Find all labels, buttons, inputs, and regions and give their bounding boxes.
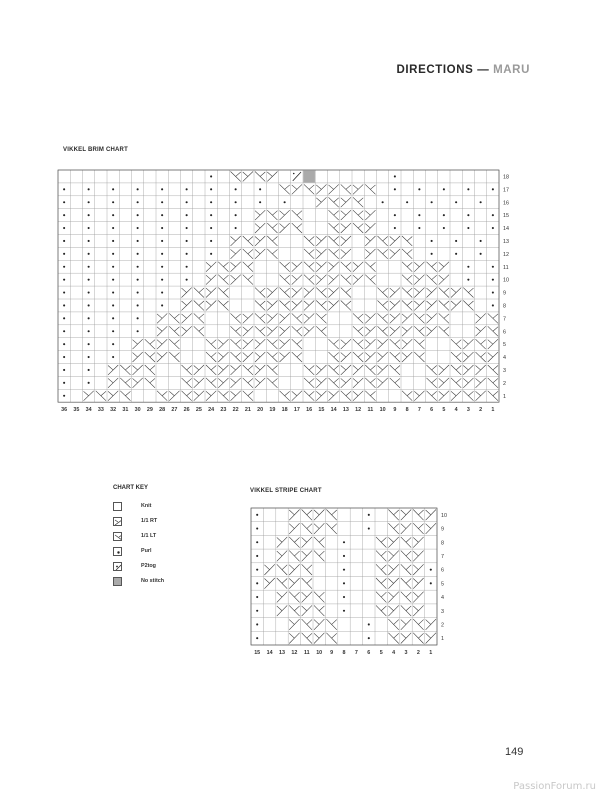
- stripe-grid: [251, 508, 437, 645]
- stripe-lt-mark: [277, 578, 287, 589]
- stripe-row-label: 8: [441, 540, 444, 547]
- stripe-row-label: 1: [441, 636, 444, 643]
- stripe-purl-mark: [256, 541, 258, 543]
- brim-row-label: 17: [503, 187, 509, 194]
- key-item-p2tog: P2tog: [113, 562, 223, 573]
- stripe-purl-mark: [256, 528, 258, 530]
- stripe-rt-mark: [401, 523, 411, 534]
- stripe-row-label: 6: [441, 567, 444, 574]
- brim-col-label: 3: [466, 407, 470, 414]
- watermark: PassionForum.ru: [513, 781, 596, 792]
- page-number: 149: [505, 746, 524, 758]
- brim-row-label: 12: [503, 251, 509, 258]
- stripe-rt-mark: [401, 619, 411, 630]
- stripe-lt-mark: [388, 619, 398, 630]
- stripe-col-label: 4: [392, 650, 396, 656]
- stripe-rt-mark: [388, 537, 398, 548]
- stripe-rt-mark: [413, 605, 423, 616]
- brim-col-label: 21: [244, 407, 251, 414]
- stripe-rt-mark: [302, 551, 312, 562]
- stripe-rt-mark: [426, 619, 436, 630]
- stripe-rt-mark: [277, 605, 287, 616]
- stripe-purl-mark: [256, 582, 258, 584]
- stripe-purl-mark: [430, 569, 432, 571]
- key-item-purl: Purl: [113, 547, 223, 558]
- brim-col-label: 15: [318, 407, 325, 414]
- stripe-rt-mark: [314, 523, 324, 534]
- brim-row-label: 18: [503, 174, 509, 181]
- stripe-rt-mark: [289, 619, 299, 630]
- stripe-col-label: 5: [379, 650, 383, 656]
- stripe-col-label: 3: [404, 650, 408, 656]
- stripe-lt-mark: [302, 564, 312, 575]
- stripe-lt-mark: [314, 592, 324, 603]
- stripe-lt-mark: [401, 551, 411, 562]
- brim-col-label: 32: [110, 407, 117, 414]
- stripe-lt-mark: [314, 537, 324, 548]
- brim-col-label: 17: [293, 407, 300, 414]
- brim-col-label: 30: [134, 407, 141, 414]
- stripe-lt-mark: [314, 551, 324, 562]
- stripe-rt-mark: [426, 523, 436, 534]
- brim-row-label: 13: [503, 238, 509, 245]
- stripe-lt-mark: [326, 633, 336, 644]
- stripe-lt-mark: [376, 537, 386, 548]
- stripe-rt-mark: [314, 633, 324, 644]
- stripe-lt-mark: [388, 523, 398, 534]
- stripe-purl-mark: [368, 514, 370, 516]
- stripe-rt-mark: [314, 619, 324, 630]
- header-section: DIRECTIONS: [396, 64, 474, 76]
- brim-col-label: 8: [405, 407, 409, 414]
- stripe-rt-mark: [302, 537, 312, 548]
- brim-row-label: 9: [503, 290, 506, 297]
- stripe-lt-mark: [302, 523, 312, 534]
- brim-col-label: 24: [208, 407, 215, 414]
- stripe-rt-mark: [413, 592, 423, 603]
- stripe-lt-mark: [376, 605, 386, 616]
- brim-col-label: 19: [269, 407, 276, 414]
- stripe-lt-mark: [401, 564, 411, 575]
- brim-row-label: 5: [503, 342, 506, 349]
- brim-col-label: 23: [220, 407, 227, 414]
- brim-col-label: 6: [430, 407, 434, 414]
- stripe-purl-mark: [343, 596, 345, 598]
- stripe-rt-mark: [277, 592, 287, 603]
- stripe-lt-mark: [401, 605, 411, 616]
- brim-row-label: 6: [503, 329, 506, 336]
- brim-col-label: 20: [257, 407, 264, 414]
- stripe-lt-mark: [289, 605, 299, 616]
- stripe-lt-mark: [376, 578, 386, 589]
- stripe-purl-mark: [256, 569, 258, 571]
- stripe-lt-mark: [401, 578, 411, 589]
- brim-row-label: 7: [503, 316, 506, 323]
- stripe-col-label: 8: [342, 650, 346, 656]
- stripe-purl-mark: [368, 623, 370, 625]
- stripe-lt-mark: [302, 633, 312, 644]
- stripe-rt-mark: [388, 551, 398, 562]
- stripe-lt-mark: [376, 551, 386, 562]
- stripe-rt-mark: [289, 564, 299, 575]
- stripe-lt-mark: [376, 592, 386, 603]
- brim-row-label: 3: [503, 367, 506, 374]
- key-item-no-stitch: No stitch: [113, 577, 223, 588]
- chart-key-title: CHART KEY: [113, 485, 149, 491]
- stripe-col-label: 9: [330, 650, 334, 656]
- stripe-purl-mark: [256, 555, 258, 557]
- stripe-lt-mark: [326, 510, 336, 521]
- stripe-col-label: 1: [429, 650, 433, 656]
- brim-col-label: 35: [73, 407, 80, 414]
- brim-col-label: 25: [195, 407, 202, 414]
- stripe-rt-mark: [426, 633, 436, 644]
- header-dash: —: [477, 64, 490, 76]
- stripe-purl-mark: [368, 528, 370, 530]
- key-item-lt: 1/1 LT: [113, 532, 223, 543]
- stripe-lt-mark: [302, 619, 312, 630]
- brim-col-label: 14: [330, 407, 337, 414]
- stripe-rt-mark: [413, 537, 423, 548]
- brim-col-label: 5: [442, 407, 446, 414]
- stripe-purl-mark: [368, 637, 370, 639]
- stripe-col-label: 12: [291, 650, 298, 656]
- stripe-purl-mark: [343, 555, 345, 557]
- stripe-lt-mark: [413, 510, 423, 521]
- stripe-rt-mark: [264, 578, 274, 589]
- stripe-col-label: 13: [279, 650, 285, 656]
- stripe-rt-mark: [289, 578, 299, 589]
- stripe-rt-mark: [413, 564, 423, 575]
- stripe-row-label: 4: [441, 595, 444, 602]
- stripe-rt-mark: [302, 592, 312, 603]
- stripe-lt-mark: [289, 551, 299, 562]
- brim-row-label: 1: [503, 393, 506, 400]
- brim-col-label: 33: [97, 407, 104, 414]
- stripe-lt-mark: [326, 619, 336, 630]
- brim-col-label: 28: [159, 407, 166, 414]
- stripe-lt-mark: [289, 592, 299, 603]
- brim-row-label: 11: [503, 264, 509, 271]
- stripe-row-label: 9: [441, 526, 444, 533]
- stripe-lt-mark: [413, 633, 423, 644]
- stripe-lt-mark: [413, 619, 423, 630]
- stripe-row-label: 7: [441, 553, 444, 560]
- stripe-lt-mark: [302, 510, 312, 521]
- stripe-rt-mark: [314, 510, 324, 521]
- stripe-col-label: 2: [416, 650, 420, 656]
- stripe-rt-mark: [426, 510, 436, 521]
- brim-col-label: 34: [85, 407, 92, 414]
- stripe-rt-mark: [388, 564, 398, 575]
- stripe-col-label: 15: [254, 650, 261, 656]
- stripe-lt-mark: [277, 564, 287, 575]
- brim-col-label: 13: [342, 407, 349, 414]
- stripe-rt-mark: [277, 551, 287, 562]
- stripe-purl-mark: [256, 623, 258, 625]
- key-item-rt: 1/1 RT: [113, 517, 223, 528]
- stripe-purl-mark: [343, 569, 345, 571]
- brim-chart-title: VIKKEL BRIM CHART: [63, 147, 128, 153]
- stripe-lt-mark: [376, 564, 386, 575]
- stripe-col-label: 14: [266, 650, 273, 656]
- brim-row-label: 14: [503, 226, 509, 233]
- stripe-rt-mark: [413, 551, 423, 562]
- stripe-lt-mark: [413, 523, 423, 534]
- brim-col-label: 10: [379, 407, 386, 414]
- stripe-rt-mark: [289, 633, 299, 644]
- stripe-purl-mark: [343, 582, 345, 584]
- stripe-lt-mark: [388, 633, 398, 644]
- stripe-row-label: 5: [441, 581, 444, 588]
- stripe-purl-mark: [343, 541, 345, 543]
- brim-col-label: 1: [491, 407, 495, 414]
- stripe-rt-mark: [401, 510, 411, 521]
- brim-col-label: 36: [61, 407, 68, 414]
- brim-col-label: 2: [479, 407, 483, 414]
- stripe-purl-mark: [256, 637, 258, 639]
- brim-row-label: 10: [503, 277, 509, 284]
- stripe-lt-mark: [401, 537, 411, 548]
- brim-col-label: 26: [183, 407, 190, 414]
- stripe-row-label: 2: [441, 622, 444, 629]
- stripe-row-label: 3: [441, 608, 444, 615]
- stripe-col-label: 6: [367, 650, 371, 656]
- stripe-rt-mark: [401, 633, 411, 644]
- brim-row-label: 16: [503, 200, 509, 207]
- brim-col-label: 4: [454, 407, 458, 414]
- brim-row-label: 8: [503, 303, 506, 310]
- stripe-lt-mark: [314, 605, 324, 616]
- stripe-purl-mark: [256, 514, 258, 516]
- brim-col-label: 11: [367, 407, 374, 414]
- brim-col-label: 27: [171, 407, 178, 414]
- stripe-lt-mark: [302, 578, 312, 589]
- stripe-purl-mark: [256, 610, 258, 612]
- stripe-lt-mark: [326, 523, 336, 534]
- stripe-col-label: 10: [316, 650, 323, 656]
- stripe-lt-mark: [401, 592, 411, 603]
- stripe-rt-mark: [388, 592, 398, 603]
- brim-row-label: 4: [503, 355, 506, 362]
- stripe-lt-mark: [388, 510, 398, 521]
- brim-col-label: 18: [281, 407, 288, 414]
- stripe-col-label: 11: [303, 650, 310, 656]
- brim-row-label: 15: [503, 213, 509, 220]
- stripe-rt-mark: [302, 605, 312, 616]
- brim-col-label: 12: [355, 407, 362, 414]
- brim-col-label: 7: [417, 407, 421, 414]
- brim-col-label: 9: [393, 407, 397, 414]
- stripe-rt-mark: [388, 578, 398, 589]
- brim-col-label: 31: [122, 407, 129, 414]
- stripe-chart-title: VIKKEL STRIPE CHART: [250, 488, 322, 494]
- stripe-rt-mark: [388, 605, 398, 616]
- stripe-rt-mark: [289, 510, 299, 521]
- stripe-purl-mark: [343, 610, 345, 612]
- stripe-row-label: 10: [441, 512, 447, 519]
- stripe-purl-mark: [256, 596, 258, 598]
- stripe-lt-mark: [289, 537, 299, 548]
- key-item-knit: Knit: [113, 502, 223, 513]
- brim-col-label: 16: [306, 407, 313, 414]
- brim-col-label: 29: [146, 407, 153, 414]
- brim-row-label: 2: [503, 380, 506, 387]
- stripe-rt-mark: [289, 523, 299, 534]
- brim-col-label: 22: [232, 407, 239, 414]
- header-pattern: MARU: [493, 64, 530, 76]
- stripe-col-label: 7: [354, 650, 358, 656]
- stripe-purl-mark: [430, 582, 432, 584]
- stripe-rt-mark: [413, 578, 423, 589]
- stripe-rt-mark: [264, 564, 274, 575]
- stripe-rt-mark: [277, 537, 287, 548]
